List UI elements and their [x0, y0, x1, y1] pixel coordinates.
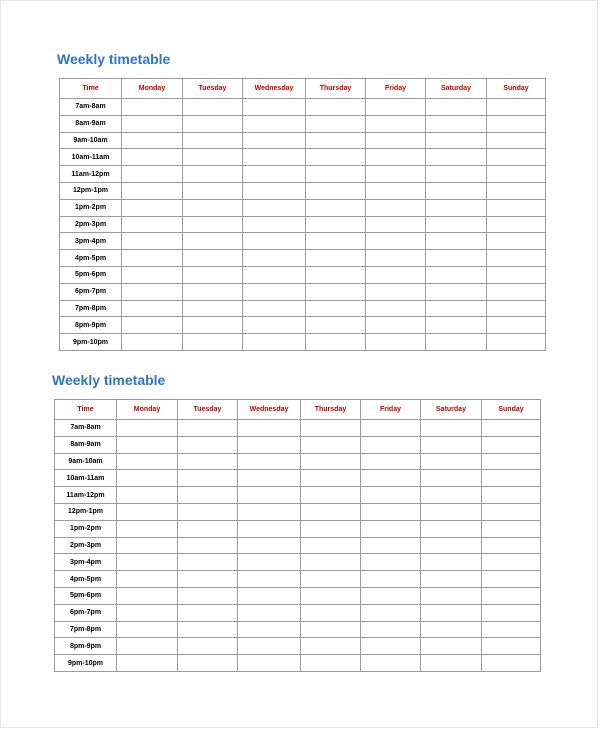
schedule-cell[interactable] — [238, 420, 301, 437]
schedule-cell[interactable] — [421, 571, 482, 588]
table-row — [60, 132, 546, 149]
schedule-cell[interactable] — [301, 638, 361, 655]
schedule-cell[interactable] — [426, 166, 487, 183]
schedule-cell[interactable] — [306, 132, 366, 149]
time-slot: 7pm-8pm — [60, 300, 122, 317]
header-row — [55, 400, 541, 420]
schedule-cell[interactable] — [178, 503, 238, 520]
schedule-cell[interactable] — [238, 604, 301, 621]
header-time: Time — [60, 79, 122, 99]
schedule-cell[interactable] — [306, 182, 366, 199]
table-row — [60, 115, 546, 132]
schedule-cell[interactable] — [301, 470, 361, 487]
schedule-cell[interactable] — [361, 587, 421, 604]
schedule-cell[interactable] — [301, 537, 361, 554]
time-slot: 11am-12pm — [55, 487, 117, 504]
header-tuesday: Tuesday — [183, 79, 243, 99]
time-slot: 9pm-10pm — [55, 655, 117, 672]
schedule-cell[interactable] — [487, 300, 546, 317]
schedule-cell[interactable] — [366, 149, 426, 166]
schedule-cell[interactable] — [117, 655, 178, 672]
schedule-cell[interactable] — [306, 99, 366, 116]
schedule-cell[interactable] — [482, 470, 541, 487]
schedule-cell[interactable] — [122, 132, 183, 149]
schedule-cell[interactable] — [306, 317, 366, 334]
table-row — [60, 250, 546, 267]
time-slot: 8pm-9pm — [55, 638, 117, 655]
schedule-cell[interactable] — [366, 115, 426, 132]
table-row — [60, 166, 546, 183]
schedule-cell[interactable] — [421, 587, 482, 604]
table-row — [60, 199, 546, 216]
table-row — [55, 503, 541, 520]
schedule-cell[interactable] — [487, 166, 546, 183]
schedule-cell[interactable] — [426, 250, 487, 267]
schedule-cell[interactable] — [366, 166, 426, 183]
time-slot: 4pm-5pm — [60, 250, 122, 267]
schedule-cell[interactable] — [306, 300, 366, 317]
schedule-cell[interactable] — [178, 621, 238, 638]
table-row — [60, 266, 546, 283]
table-row — [55, 520, 541, 537]
schedule-cell[interactable] — [178, 487, 238, 504]
schedule-cell[interactable] — [487, 233, 546, 250]
time-slot: 5pm-6pm — [55, 587, 117, 604]
schedule-cell[interactable] — [301, 554, 361, 571]
schedule-cell[interactable] — [238, 453, 301, 470]
schedule-cell[interactable] — [183, 317, 243, 334]
timetable-title: Weekly timetable — [52, 372, 166, 388]
table-row — [60, 149, 546, 166]
schedule-cell[interactable] — [178, 420, 238, 437]
schedule-cell[interactable] — [366, 233, 426, 250]
time-slot: 4pm-5pm — [55, 571, 117, 588]
schedule-cell[interactable] — [366, 334, 426, 351]
schedule-cell[interactable] — [301, 571, 361, 588]
schedule-cell[interactable] — [117, 436, 178, 453]
schedule-cell[interactable] — [178, 638, 238, 655]
schedule-cell[interactable] — [361, 537, 421, 554]
header-monday: Monday — [117, 400, 178, 420]
schedule-cell[interactable] — [183, 115, 243, 132]
schedule-cell[interactable] — [178, 537, 238, 554]
schedule-cell[interactable] — [361, 604, 421, 621]
schedule-cell[interactable] — [243, 233, 306, 250]
schedule-cell[interactable] — [366, 99, 426, 116]
table-row — [55, 470, 541, 487]
table-row — [55, 604, 541, 621]
schedule-cell[interactable] — [306, 216, 366, 233]
schedule-cell[interactable] — [238, 554, 301, 571]
schedule-cell[interactable] — [482, 587, 541, 604]
schedule-cell[interactable] — [122, 266, 183, 283]
schedule-cell[interactable] — [421, 436, 482, 453]
schedule-cell[interactable] — [243, 166, 306, 183]
schedule-cell[interactable] — [426, 283, 487, 300]
schedule-cell[interactable] — [301, 487, 361, 504]
schedule-cell[interactable] — [122, 199, 183, 216]
schedule-cell[interactable] — [243, 266, 306, 283]
schedule-cell[interactable] — [238, 487, 301, 504]
schedule-cell[interactable] — [421, 487, 482, 504]
schedule-cell[interactable] — [122, 233, 183, 250]
schedule-cell[interactable] — [301, 520, 361, 537]
schedule-cell[interactable] — [178, 604, 238, 621]
table-row — [55, 638, 541, 655]
time-slot: 12pm-1pm — [55, 503, 117, 520]
schedule-cell[interactable] — [306, 233, 366, 250]
schedule-cell[interactable] — [361, 655, 421, 672]
time-slot: 8pm-9pm — [60, 317, 122, 334]
schedule-cell[interactable] — [243, 317, 306, 334]
schedule-cell[interactable] — [421, 655, 482, 672]
schedule-cell[interactable] — [421, 420, 482, 437]
schedule-cell[interactable] — [183, 132, 243, 149]
schedule-cell[interactable] — [301, 621, 361, 638]
schedule-cell[interactable] — [122, 283, 183, 300]
schedule-cell[interactable] — [301, 436, 361, 453]
schedule-cell[interactable] — [421, 453, 482, 470]
table-row — [60, 334, 546, 351]
schedule-cell[interactable] — [426, 115, 487, 132]
schedule-cell[interactable] — [178, 470, 238, 487]
schedule-cell[interactable] — [421, 554, 482, 571]
schedule-cell[interactable] — [361, 470, 421, 487]
schedule-cell[interactable] — [366, 182, 426, 199]
schedule-cell[interactable] — [306, 334, 366, 351]
schedule-cell[interactable] — [178, 520, 238, 537]
table-row — [55, 436, 541, 453]
schedule-cell[interactable] — [183, 283, 243, 300]
schedule-cell[interactable] — [426, 334, 487, 351]
schedule-cell[interactable] — [426, 233, 487, 250]
schedule-cell[interactable] — [487, 266, 546, 283]
schedule-cell[interactable] — [117, 520, 178, 537]
time-slot: 3pm-4pm — [60, 233, 122, 250]
schedule-cell[interactable] — [361, 436, 421, 453]
schedule-cell[interactable] — [117, 554, 178, 571]
schedule-cell[interactable] — [183, 216, 243, 233]
schedule-cell[interactable] — [426, 149, 487, 166]
schedule-cell[interactable] — [183, 149, 243, 166]
header-saturday: Saturday — [426, 79, 487, 99]
schedule-cell[interactable] — [482, 520, 541, 537]
schedule-cell[interactable] — [306, 266, 366, 283]
schedule-cell[interactable] — [426, 317, 487, 334]
schedule-cell[interactable] — [183, 334, 243, 351]
schedule-cell[interactable] — [301, 453, 361, 470]
table-row — [55, 453, 541, 470]
table-row — [55, 621, 541, 638]
schedule-cell[interactable] — [482, 621, 541, 638]
schedule-cell[interactable] — [487, 283, 546, 300]
time-slot: 7am-8am — [55, 420, 117, 437]
schedule-cell[interactable] — [301, 587, 361, 604]
schedule-cell[interactable] — [361, 638, 421, 655]
header-friday: Friday — [366, 79, 426, 99]
header-wednesday: Wednesday — [243, 79, 306, 99]
schedule-cell[interactable] — [117, 621, 178, 638]
schedule-cell[interactable] — [426, 300, 487, 317]
schedule-cell[interactable] — [183, 166, 243, 183]
time-slot: 8am-9am — [60, 115, 122, 132]
schedule-cell[interactable] — [178, 554, 238, 571]
schedule-cell[interactable] — [238, 470, 301, 487]
schedule-cell[interactable] — [426, 182, 487, 199]
schedule-cell[interactable] — [306, 149, 366, 166]
schedule-cell[interactable] — [361, 621, 421, 638]
schedule-cell[interactable] — [361, 487, 421, 504]
timetable — [59, 78, 546, 351]
time-slot: 10am-11am — [60, 149, 122, 166]
schedule-cell[interactable] — [366, 266, 426, 283]
time-slot: 2pm-3pm — [55, 537, 117, 554]
schedule-cell[interactable] — [487, 199, 546, 216]
schedule-cell[interactable] — [306, 250, 366, 267]
schedule-cell[interactable] — [361, 520, 421, 537]
schedule-cell[interactable] — [366, 317, 426, 334]
time-slot: 1pm-2pm — [55, 520, 117, 537]
time-slot: 9am-10am — [55, 453, 117, 470]
schedule-cell[interactable] — [366, 250, 426, 267]
schedule-cell[interactable] — [243, 334, 306, 351]
header-sunday: Sunday — [482, 400, 541, 420]
schedule-cell[interactable] — [487, 317, 546, 334]
schedule-cell[interactable] — [301, 503, 361, 520]
time-slot: 11am-12pm — [60, 166, 122, 183]
schedule-cell[interactable] — [482, 604, 541, 621]
schedule-cell[interactable] — [117, 537, 178, 554]
time-slot: 7am-8am — [60, 99, 122, 116]
schedule-cell[interactable] — [361, 503, 421, 520]
header-row — [60, 79, 546, 99]
schedule-cell[interactable] — [482, 420, 541, 437]
schedule-cell[interactable] — [238, 503, 301, 520]
schedule-cell[interactable] — [487, 99, 546, 116]
schedule-cell[interactable] — [426, 216, 487, 233]
table-row — [55, 487, 541, 504]
table-row — [60, 283, 546, 300]
header-time: Time — [55, 400, 117, 420]
schedule-cell[interactable] — [306, 199, 366, 216]
table-row — [55, 537, 541, 554]
time-slot: 2pm-3pm — [60, 216, 122, 233]
schedule-cell[interactable] — [426, 132, 487, 149]
schedule-cell[interactable] — [361, 554, 421, 571]
schedule-cell[interactable] — [421, 537, 482, 554]
table-row — [55, 554, 541, 571]
schedule-cell[interactable] — [122, 250, 183, 267]
schedule-cell[interactable] — [238, 621, 301, 638]
schedule-cell[interactable] — [243, 216, 306, 233]
schedule-cell[interactable] — [301, 420, 361, 437]
schedule-cell[interactable] — [122, 317, 183, 334]
schedule-cell[interactable] — [421, 638, 482, 655]
schedule-cell[interactable] — [482, 571, 541, 588]
schedule-cell[interactable] — [117, 571, 178, 588]
schedule-cell[interactable] — [122, 182, 183, 199]
schedule-cell[interactable] — [487, 182, 546, 199]
schedule-cell[interactable] — [301, 604, 361, 621]
schedule-cell[interactable] — [122, 115, 183, 132]
schedule-cell[interactable] — [361, 453, 421, 470]
schedule-cell[interactable] — [306, 283, 366, 300]
header-monday: Monday — [122, 79, 183, 99]
time-slot: 7pm-8pm — [55, 621, 117, 638]
table-row — [60, 216, 546, 233]
header-sunday: Sunday — [487, 79, 546, 99]
schedule-cell[interactable] — [243, 115, 306, 132]
schedule-cell[interactable] — [117, 453, 178, 470]
header-thursday: Thursday — [306, 79, 366, 99]
schedule-cell[interactable] — [361, 420, 421, 437]
timetable-title: Weekly timetable — [57, 51, 171, 67]
schedule-cell[interactable] — [183, 250, 243, 267]
time-slot: 3pm-4pm — [55, 554, 117, 571]
header-saturday: Saturday — [421, 400, 482, 420]
table-row — [60, 99, 546, 116]
schedule-cell[interactable] — [366, 216, 426, 233]
schedule-cell[interactable] — [243, 99, 306, 116]
schedule-cell[interactable] — [487, 115, 546, 132]
schedule-cell[interactable] — [421, 604, 482, 621]
schedule-cell[interactable] — [178, 655, 238, 672]
schedule-cell[interactable] — [482, 436, 541, 453]
schedule-cell[interactable] — [487, 149, 546, 166]
schedule-cell[interactable] — [178, 453, 238, 470]
schedule-cell[interactable] — [421, 520, 482, 537]
time-slot: 9pm-10pm — [60, 334, 122, 351]
time-slot: 12pm-1pm — [60, 182, 122, 199]
time-slot: 6pm-7pm — [55, 604, 117, 621]
header-tuesday: Tuesday — [178, 400, 238, 420]
schedule-cell[interactable] — [238, 655, 301, 672]
schedule-cell[interactable] — [421, 470, 482, 487]
schedule-cell[interactable] — [183, 199, 243, 216]
schedule-cell[interactable] — [117, 487, 178, 504]
schedule-cell[interactable] — [178, 436, 238, 453]
schedule-cell[interactable] — [306, 115, 366, 132]
schedule-cell[interactable] — [117, 604, 178, 621]
schedule-cell[interactable] — [421, 503, 482, 520]
schedule-cell[interactable] — [482, 638, 541, 655]
schedule-cell[interactable] — [117, 420, 178, 437]
time-slot: 5pm-6pm — [60, 266, 122, 283]
schedule-cell[interactable] — [301, 655, 361, 672]
schedule-cell[interactable] — [487, 250, 546, 267]
schedule-cell[interactable] — [238, 587, 301, 604]
schedule-cell[interactable] — [426, 199, 487, 216]
schedule-cell[interactable] — [366, 283, 426, 300]
schedule-cell[interactable] — [183, 266, 243, 283]
schedule-cell[interactable] — [183, 300, 243, 317]
schedule-cell[interactable] — [366, 132, 426, 149]
table-row — [55, 420, 541, 437]
schedule-cell[interactable] — [122, 166, 183, 183]
schedule-cell[interactable] — [122, 216, 183, 233]
schedule-cell[interactable] — [117, 503, 178, 520]
schedule-cell[interactable] — [238, 520, 301, 537]
header-friday: Friday — [361, 400, 421, 420]
schedule-cell[interactable] — [183, 233, 243, 250]
schedule-cell[interactable] — [366, 199, 426, 216]
schedule-cell[interactable] — [243, 132, 306, 149]
schedule-cell[interactable] — [487, 334, 546, 351]
schedule-cell[interactable] — [238, 537, 301, 554]
schedule-cell[interactable] — [122, 149, 183, 166]
schedule-cell[interactable] — [243, 199, 306, 216]
schedule-cell[interactable] — [487, 216, 546, 233]
schedule-cell[interactable] — [122, 99, 183, 116]
schedule-cell[interactable] — [238, 638, 301, 655]
schedule-cell[interactable] — [482, 537, 541, 554]
time-slot: 1pm-2pm — [60, 199, 122, 216]
table-row — [60, 182, 546, 199]
schedule-cell[interactable] — [243, 182, 306, 199]
time-slot: 6pm-7pm — [60, 283, 122, 300]
schedule-cell[interactable] — [482, 503, 541, 520]
time-slot: 8am-9am — [55, 436, 117, 453]
schedule-cell[interactable] — [482, 655, 541, 672]
schedule-cell[interactable] — [243, 250, 306, 267]
table-row — [55, 587, 541, 604]
schedule-cell[interactable] — [426, 266, 487, 283]
time-slot: 10am-11am — [55, 470, 117, 487]
schedule-cell[interactable] — [178, 571, 238, 588]
schedule-cell[interactable] — [366, 300, 426, 317]
header-thursday: Thursday — [301, 400, 361, 420]
time-slot: 9am-10am — [60, 132, 122, 149]
header-wednesday: Wednesday — [238, 400, 301, 420]
schedule-cell[interactable] — [238, 571, 301, 588]
schedule-cell[interactable] — [243, 300, 306, 317]
schedule-cell[interactable] — [482, 554, 541, 571]
schedule-cell[interactable] — [361, 571, 421, 588]
schedule-cell[interactable] — [117, 470, 178, 487]
schedule-cell[interactable] — [243, 283, 306, 300]
timetable — [54, 399, 541, 672]
schedule-cell[interactable] — [487, 132, 546, 149]
table-row — [60, 233, 546, 250]
table-row — [60, 317, 546, 334]
schedule-cell[interactable] — [122, 300, 183, 317]
schedule-cell[interactable] — [426, 99, 487, 116]
schedule-cell[interactable] — [122, 334, 183, 351]
schedule-cell[interactable] — [238, 436, 301, 453]
schedule-cell[interactable] — [482, 453, 541, 470]
schedule-cell[interactable] — [183, 99, 243, 116]
schedule-cell[interactable] — [117, 638, 178, 655]
schedule-cell[interactable] — [117, 587, 178, 604]
schedule-cell[interactable] — [178, 587, 238, 604]
schedule-cell[interactable] — [482, 487, 541, 504]
schedule-cell[interactable] — [243, 149, 306, 166]
table-row — [60, 300, 546, 317]
table-row — [55, 571, 541, 588]
table-row — [55, 655, 541, 672]
schedule-cell[interactable] — [306, 166, 366, 183]
schedule-cell[interactable] — [183, 182, 243, 199]
schedule-cell[interactable] — [421, 621, 482, 638]
